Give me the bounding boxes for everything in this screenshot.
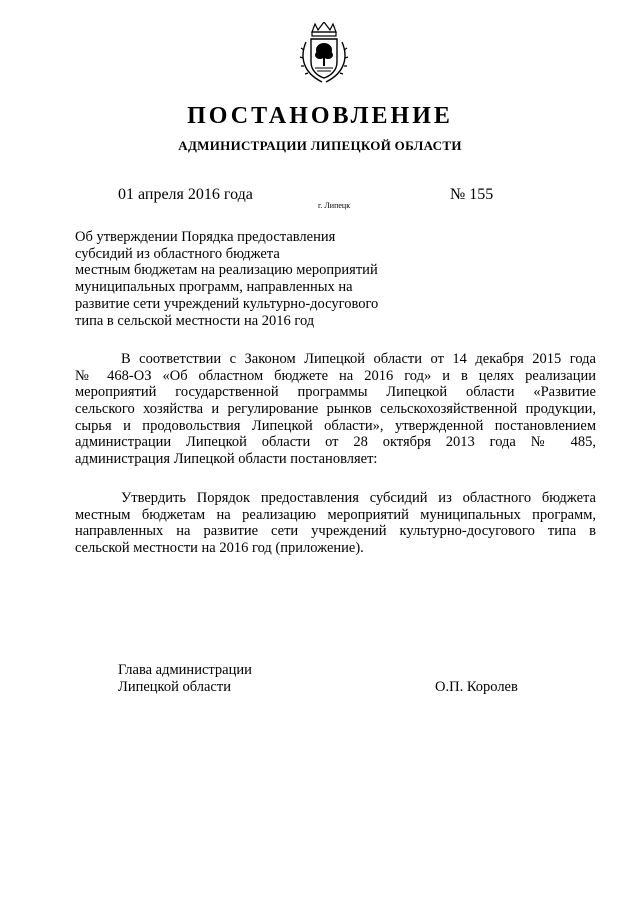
signatory-position-line: Глава администрации — [118, 662, 252, 678]
coat-of-arms-emblem — [298, 22, 350, 84]
paragraph-line: местным бюджетам на реализацию мероприятий муниципальных программ, — [75, 506, 596, 523]
paragraph-line: мероприятий государственной программы Липецкой области «Развитие — [75, 384, 596, 401]
paragraph-line: сырья и продовольствия Липецкой области», утвержденной постановлением — [75, 417, 596, 434]
document-subtitle: АДМИНИСТРАЦИИ ЛИПЕЦКОЙ ОБЛАСТИ — [178, 138, 462, 153]
resolution-paragraph — [75, 490, 596, 557]
subject-line: муниципальных программ, направленных на — [75, 279, 353, 296]
paragraph-line: В соответствии с Законом Липецкой области от 14 декабря 2015 года — [121, 351, 596, 367]
subject-line: местным бюджетам на реализацию мероприятий — [75, 262, 378, 279]
subject-line: развитие сети учреждений культурно-досугового — [75, 295, 379, 312]
paragraph-line: сельской местности на 2016 год (приложение). — [75, 540, 364, 557]
document-number: № 155 — [450, 186, 494, 203]
document-subject — [75, 229, 405, 329]
signatory-name: О.П. Королев — [435, 679, 518, 695]
paragraph-line: администрации Липецкой области от 28 октября 2013 года № 485, — [75, 434, 596, 451]
preamble-paragraph — [75, 351, 596, 468]
document-date: 01 апреля 2016 года — [118, 186, 253, 203]
document-city: г. Липецк — [318, 201, 351, 210]
signatory-position-line: Липецкой области — [118, 679, 231, 695]
signatory-position — [118, 662, 252, 696]
paragraph-line: № 468-ОЗ «Об областном бюджете на 2016 год» и в целях реализации — [75, 367, 596, 384]
paragraph-line: направленных на развитие сети учреждений культурно-досугового типа в — [75, 523, 596, 540]
document-title: ПОСТАНОВЛЕНИЕ — [187, 103, 453, 129]
subject-line: Об утверждении Порядка предоставления — [75, 229, 336, 245]
subject-line: субсидий из областного бюджета — [75, 245, 280, 262]
paragraph-line: Утвердить Порядок предоставления субсидий из областного бюджета — [121, 490, 596, 506]
paragraph-line: администрация Липецкой области постановляет: — [75, 451, 378, 468]
subject-line: типа в сельской местности на 2016 год — [75, 312, 315, 329]
paragraph-line: сельского хозяйства и регулирование рынков сельскохозяйственной продукции, — [75, 401, 596, 418]
